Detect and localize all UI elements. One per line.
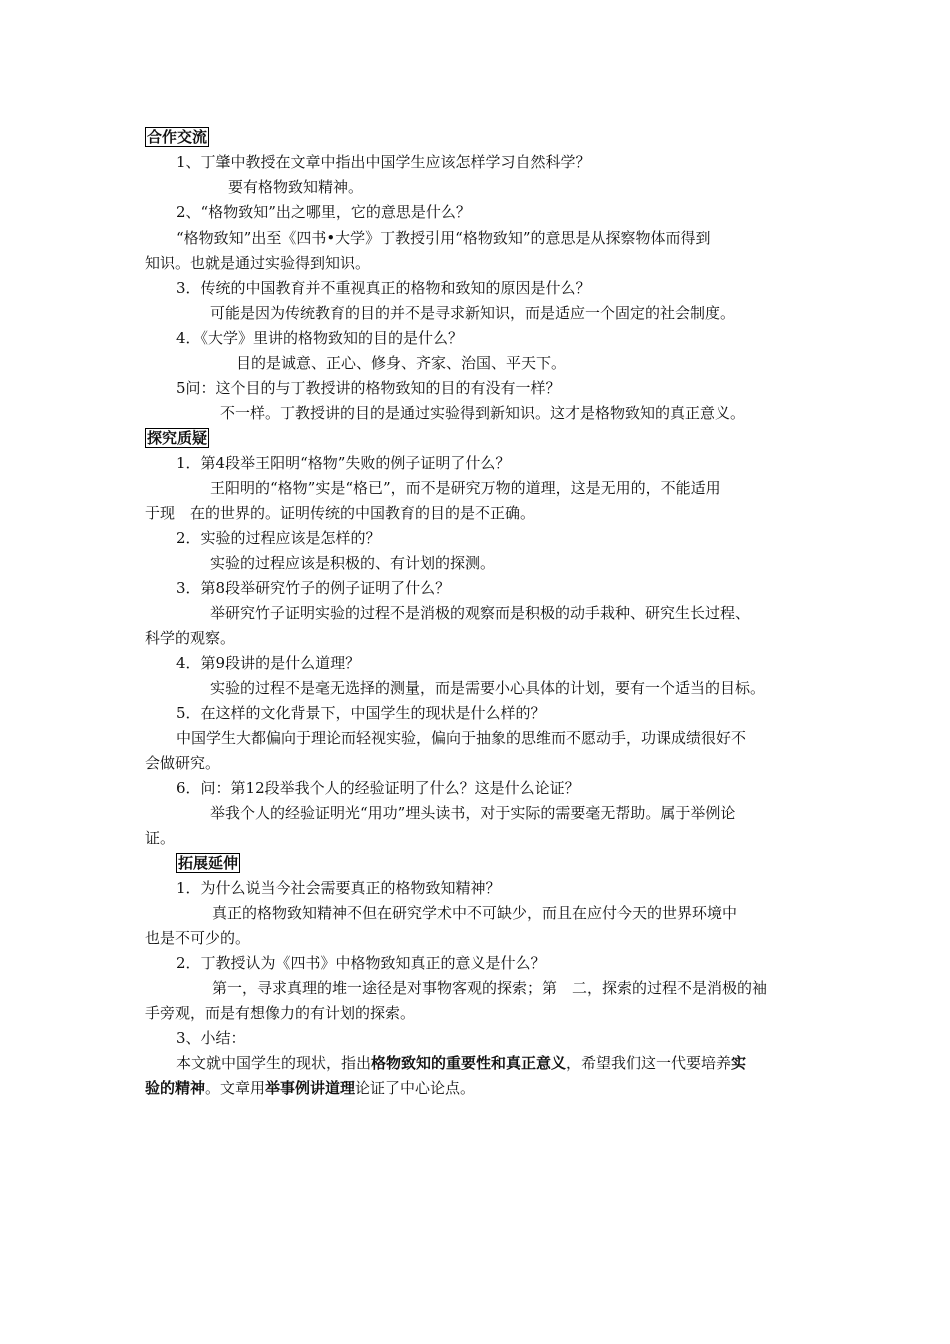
summary-emphasis-2b: 验的精神	[145, 1079, 206, 1097]
explore-answer-4: 实验的过程不是毫无选择的测量，而是需要小心具体的计划，要有一个适当的目标。	[210, 679, 766, 697]
explore-question-3: 3．第8段举研究竹子的例子证明了什么？	[176, 579, 451, 597]
answer-4: 目的是诚意、正心、修身、齐家、治国、平天下。	[236, 354, 567, 372]
explore-answer-2: 实验的过程应该是积极的、有计划的探测。	[210, 554, 496, 572]
summary-heading: 3、小结：	[176, 1029, 246, 1047]
explore-question-5: 5．在这样的文化背景下，中国学生的现状是什么样的？	[176, 704, 546, 722]
explore-answer-1-line1: 王阳明的“格物”实是“格已”，而不是研究万物的道理，这是无用的，不能适用	[210, 479, 721, 497]
explore-question-6: 6．问：第12段举我个人的经验证明了什么？这是什么论证？	[176, 779, 580, 797]
explore-question-4: 4．第9段讲的是什么道理？	[176, 654, 361, 672]
extend-answer-2-line2: 手旁观，而是有想像力的有计划的探索。	[145, 1004, 416, 1022]
extend-question-2: 2．丁教授认为《四书》中格物致知真正的意义是什么？	[176, 954, 546, 972]
explore-answer-6-line1: 举我个人的经验证明光“用功”埋头读书，对于实际的需要毫无帮助。属于举例论	[210, 804, 736, 822]
summary-emphasis-3: 举事例讲道理	[265, 1079, 356, 1097]
answer-2-line1: “格物致知”出至《四书•大学》丁教授引用“格物致知”的意思是从探察物体而得到	[176, 229, 711, 247]
answer-1: 要有格物致知精神。	[228, 178, 364, 196]
explore-question-2: 2．实验的过程应该是怎样的？	[176, 529, 381, 547]
question-5: 5问：这个目的与丁教授讲的格物致知的目的有没有一样？	[176, 379, 561, 397]
explore-answer-5-line2: 会做研究。	[145, 754, 221, 772]
answer-5: 不一样。丁教授讲的目的是通过实验得到新知识。这才是格物致知的真正意义。	[220, 404, 746, 422]
section-heading-tuozhan: 拓展延伸	[178, 854, 239, 872]
explore-answer-5-line1: 中国学生大都偏向于理论而轻视实验，偏向于抽象的思维而不愿动手，功课成绩很好不	[176, 729, 747, 747]
question-2: 2、“格物致知”出之哪里，它的意思是什么？	[176, 203, 471, 221]
explore-question-1: 1．第4段举王阳明“格物”失败的例子证明了什么？	[176, 454, 511, 472]
section-heading-hezuo: 合作交流	[147, 128, 208, 146]
summary-line2: 验的精神。文章用举事例讲道理论证了中心论点。	[145, 1079, 476, 1097]
section-heading-tanjiu: 探究质疑	[147, 429, 208, 447]
answer-2-line2: 知识。也就是通过实验得到知识。	[145, 254, 371, 272]
summary-emphasis-1: 格物致知的重要性和真正意义	[371, 1054, 567, 1072]
extend-question-1: 1．为什么说当今社会需要真正的格物致知精神？	[176, 879, 501, 897]
extend-answer-2-line1: 第一，寻求真理的堆一途径是对事物客观的探索；第 二，探索的过程不是消极的袖	[212, 979, 768, 997]
question-1: 1、丁肇中教授在文章中指出中国学生应该怎样学习自然科学？	[176, 153, 591, 171]
question-3: 3．传统的中国教育并不重视真正的格物和致知的原因是什么？	[176, 279, 591, 297]
extend-answer-1-line2: 也是不可少的。	[145, 929, 251, 947]
explore-answer-3-line2: 科学的观察。	[145, 629, 236, 647]
explore-answer-3-line1: 举研究竹子证明实验的过程不是消极的观察而是积极的动手栽种、研究生长过程、	[210, 604, 751, 622]
explore-answer-1-line2: 于现 在的世界的。证明传统的中国教育的目的是不正确。	[145, 504, 536, 522]
summary-emphasis-2a: 实	[731, 1054, 747, 1072]
extend-answer-1-line1: 真正的格物致知精神不但在研究学术中不可缺少，而且在应付今天的世界环境中	[212, 904, 738, 922]
summary-line1: 本文就中国学生的现状，指出格物致知的重要性和真正意义，希望我们这一代要培养实	[176, 1054, 747, 1072]
question-4: 4．《大学》里讲的格物致知的目的是什么？	[176, 329, 464, 347]
explore-answer-6-line2: 证。	[145, 829, 176, 847]
answer-3: 可能是因为传统教育的目的并不是寻求新知识，而是适应一个固定的社会制度。	[210, 304, 736, 322]
